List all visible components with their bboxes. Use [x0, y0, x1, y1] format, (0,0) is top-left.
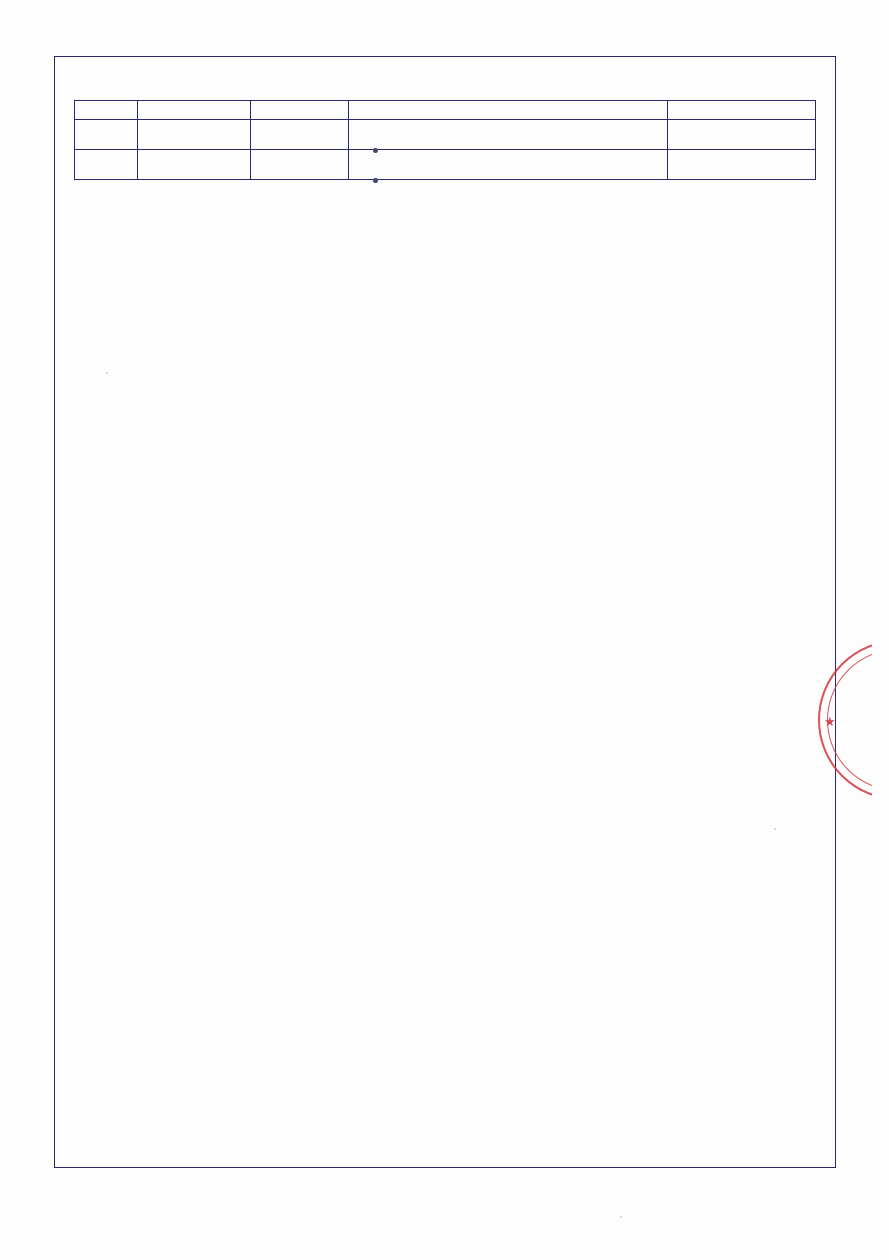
cell-standard — [667, 150, 815, 180]
table-row — [75, 150, 816, 180]
table-row — [75, 120, 816, 150]
cell-product — [137, 120, 250, 150]
cell-stt — [75, 150, 138, 180]
col-standard — [667, 101, 815, 120]
stamp-star-icon: ★ — [824, 714, 836, 729]
cell-grade — [250, 150, 348, 180]
document-content — [74, 66, 816, 214]
scan-speck — [620, 1216, 622, 1218]
document-border — [54, 56, 836, 1168]
table-header-row — [75, 101, 816, 120]
scan-speck — [106, 372, 108, 374]
col-grade — [250, 101, 348, 120]
page-edge-mask — [872, 600, 889, 860]
col-stt — [75, 101, 138, 120]
cell-stt — [75, 120, 138, 150]
scan-speck — [774, 828, 776, 830]
cell-spec — [348, 120, 667, 150]
col-spec — [348, 101, 667, 120]
notes-section — [74, 196, 816, 202]
cell-product — [137, 150, 250, 180]
col-product — [137, 101, 250, 120]
cell-grade — [250, 120, 348, 150]
cell-spec — [348, 150, 667, 180]
specification-table — [74, 100, 816, 180]
cell-standard — [667, 120, 815, 150]
